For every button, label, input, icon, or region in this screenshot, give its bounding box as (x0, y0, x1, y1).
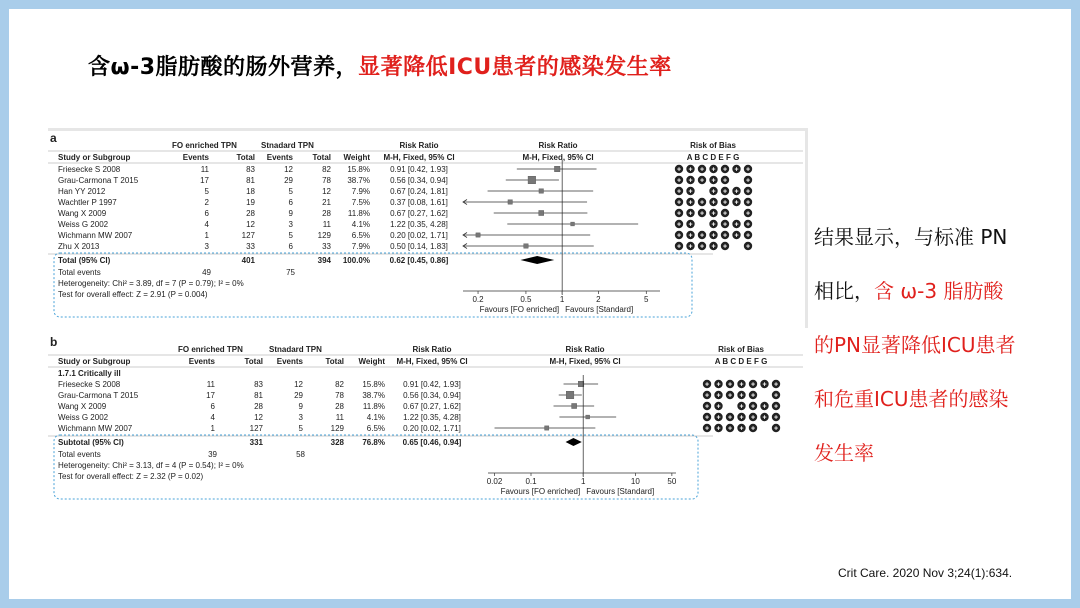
total1-sum: 331 (249, 438, 263, 447)
conclusion-text (814, 210, 1054, 480)
events1-value: 11 (200, 165, 209, 174)
events1-col-header: Events (182, 153, 209, 162)
bias-dot-plus: + (739, 414, 744, 422)
title-black-part: 含ω-3脂肪酸的肠外营养， (88, 55, 359, 80)
bias-dot-plus: + (739, 425, 744, 433)
x-tick-label: 0.1 (525, 477, 537, 486)
bias-dot-plus: + (716, 381, 721, 389)
bias-dot-plus: + (711, 177, 716, 185)
bias-dot-plus: + (676, 221, 682, 229)
events1-value: 6 (204, 209, 209, 218)
bias-dot-plus: + (727, 425, 733, 433)
risk-ratio-ci: 0.56 [0.34, 0.94] (390, 176, 448, 185)
events2-value: 9 (298, 402, 303, 411)
events1-value: 4 (210, 413, 215, 422)
group1-header: FO enriched TPN (172, 141, 237, 150)
bias-dot-plus: + (722, 177, 728, 185)
x-tick-label: 2 (596, 295, 601, 304)
study-name: Grau-Carmona T 2015 (58, 391, 139, 400)
total-events1: 39 (208, 450, 217, 459)
total-events1: 49 (202, 268, 211, 277)
conclusion-line-4: 和危重ICU患者的感染 (814, 387, 1009, 411)
plot-header: Risk Ratio (565, 345, 605, 354)
events1-value: 17 (206, 391, 215, 400)
study-name: Han YY 2012 (58, 187, 106, 196)
point-estimate-square (586, 415, 590, 419)
study-name: Weiss G 2002 (58, 220, 109, 229)
bias-dot-plus: + (688, 221, 693, 229)
bias-dot-plus: + (722, 199, 728, 207)
total2-value: 21 (322, 198, 331, 207)
bias-letters: A B C D E F G (714, 357, 768, 366)
bias-dot-plus: + (722, 210, 728, 218)
bias-dot-plus: + (762, 403, 767, 411)
x-tick-label: 0.2 (472, 295, 484, 304)
bias-dot-plus: + (711, 243, 716, 251)
bias-dot-plus: + (762, 414, 767, 422)
total1-col-header: Total (244, 357, 263, 366)
weight-value: 38.7% (362, 391, 385, 400)
total2-value: 11 (322, 220, 331, 229)
overall-effect-text: Test for overall effect: Z = 2.91 (P = 0.004) (58, 290, 208, 299)
bias-dot-plus: + (750, 392, 756, 400)
total-events2: 58 (296, 450, 305, 459)
point-estimate-square (566, 391, 574, 399)
bias-dot-plus: + (745, 177, 751, 185)
bias-dot-plus: + (722, 166, 728, 174)
bias-dot-plus: + (750, 381, 756, 389)
bias-dot-plus: + (722, 188, 728, 196)
total1-value: 83 (246, 165, 255, 174)
slide-title (88, 50, 672, 81)
total1-value: 18 (246, 187, 255, 196)
events1-value: 4 (204, 220, 209, 229)
events2-value: 12 (284, 165, 293, 174)
panel-label: b (50, 335, 58, 349)
total-weight: 100.0% (342, 256, 370, 265)
bias-dot-plus: + (773, 414, 779, 422)
total2-sum: 394 (317, 256, 331, 265)
events2-value: 12 (294, 380, 303, 389)
conclusion-line-5: 发生率 (814, 441, 874, 465)
study-col-header: Study or Subgroup (58, 153, 131, 162)
total2-value: 129 (317, 231, 331, 240)
weight-value: 4.1% (366, 413, 385, 422)
total1-value: 81 (246, 176, 255, 185)
events1-value: 11 (206, 380, 215, 389)
conclusion-line-3: 的PN显著降低ICU患者 (814, 333, 1016, 357)
point-estimate-square (508, 200, 512, 204)
bias-dot-plus: + (704, 414, 710, 422)
bias-dot-plus: + (688, 243, 693, 251)
total-events-label: Total events (58, 450, 101, 459)
bias-dot-plus: + (676, 243, 682, 251)
bias-dot-plus: + (699, 232, 705, 240)
forest-plot-svg (48, 128, 808, 514)
point-estimate-square (539, 210, 544, 215)
bias-dot-plus: + (699, 166, 705, 174)
bias-dot-plus: + (739, 403, 744, 411)
bias-dot-plus: + (711, 199, 716, 207)
bias-letters: A B C D E F G (686, 153, 740, 162)
bias-dot-plus: + (773, 425, 779, 433)
total1-value: 81 (254, 391, 263, 400)
favours-right-label: Favours [Standard] (586, 487, 655, 496)
study-name: Wichmann MW 2007 (58, 424, 133, 433)
weight-col-header: Weight (343, 153, 370, 162)
events2-col-header: Events (266, 153, 293, 162)
weight-value: 7.5% (351, 198, 370, 207)
events1-value: 1 (210, 424, 215, 433)
summary-diamond (566, 438, 582, 446)
bias-dot-plus: + (745, 188, 751, 196)
risk-ratio-ci: 0.20 [0.02, 1.71] (390, 231, 448, 240)
events1-value: 1 (204, 231, 209, 240)
weight-value: 7.9% (351, 187, 370, 196)
favours-left-label: Favours [FO enriched] (479, 305, 560, 314)
weight-value: 15.8% (347, 165, 370, 174)
conclusion-line-2-black: 相比， (814, 279, 874, 303)
events2-value: 5 (288, 187, 293, 196)
group2-header: Stnadard TPN (269, 345, 322, 354)
total1-value: 127 (241, 231, 255, 240)
risk-ratio-ci: 0.67 [0.27, 1.62] (403, 402, 461, 411)
x-tick-label: 10 (630, 477, 640, 486)
total1-value: 12 (254, 413, 263, 422)
events1-value: 17 (200, 176, 209, 185)
bias-dot-plus: + (676, 188, 682, 196)
total-events2: 75 (286, 268, 295, 277)
x-tick-label: 0.02 (486, 477, 503, 486)
bias-dot-plus: + (704, 392, 710, 400)
panel-label: a (50, 131, 57, 145)
point-estimate-square (554, 166, 560, 172)
bias-dot-plus: + (745, 221, 751, 229)
total1-value: 19 (246, 198, 255, 207)
rr-sub-header: M-H, Fixed, 95% CI (396, 357, 468, 366)
weight-value: 11.8% (362, 402, 385, 411)
bias-dot-plus: + (722, 221, 728, 229)
title-red-part: 显著降低ICU患者的感染发生率 (358, 55, 672, 80)
total1-sum: 401 (241, 256, 255, 265)
bias-dot-plus: + (699, 177, 705, 185)
point-estimate-square (476, 233, 480, 237)
point-estimate-square (572, 403, 577, 408)
bias-dot-plus: + (704, 381, 710, 389)
total1-value: 33 (246, 242, 255, 251)
bias-dot-plus: + (711, 188, 716, 196)
heterogeneity-text: Heterogeneity: Chi² = 3.89, df = 7 (P = 0.79); I² = 0% (58, 279, 244, 288)
total2-value: 78 (322, 176, 331, 185)
total1-value: 127 (249, 424, 263, 433)
overall-effect-text: Test for overall effect: Z = 2.32 (P = 0.02) (58, 472, 204, 481)
events1-value: 3 (204, 242, 209, 251)
events2-value: 6 (288, 242, 293, 251)
total2-col-header: Total (312, 153, 331, 162)
study-name: Wang X 2009 (58, 209, 107, 218)
risk-ratio-ci: 1.22 [0.35, 4.28] (403, 413, 461, 422)
events2-col-header: Events (276, 357, 303, 366)
total2-value: 28 (335, 402, 344, 411)
bias-dot-plus: + (739, 381, 744, 389)
events2-value: 5 (298, 424, 303, 433)
favours-left-label: Favours [FO enriched] (500, 487, 581, 496)
point-estimate-square (524, 244, 529, 249)
group2-header: Stnadard TPN (261, 141, 314, 150)
bias-dot-plus: + (734, 166, 739, 174)
weight-value: 4.1% (351, 220, 370, 229)
summary-diamond (520, 256, 554, 264)
total-ci: 0.62 [0.45, 0.86] (389, 256, 449, 265)
conclusion-line-1: 结果显示，与标准 PN (814, 225, 1008, 249)
x-tick-label: 0.5 (520, 295, 532, 304)
study-col-header: Study or Subgroup (58, 357, 131, 366)
bias-dot-plus: + (773, 392, 779, 400)
total2-value: 33 (322, 242, 331, 251)
total2-value: 78 (335, 391, 344, 400)
bias-dot-plus: + (711, 221, 716, 229)
bias-dot-plus: + (734, 221, 739, 229)
study-name: Grau-Carmona T 2015 (58, 176, 139, 185)
bias-dot-plus: + (676, 210, 682, 218)
risk-ratio-ci: 0.56 [0.34, 0.94] (403, 391, 461, 400)
bias-dot-plus: + (722, 232, 728, 240)
x-tick-label: 1 (580, 477, 586, 486)
plot-sub-header: M-H, Fixed, 95% CI (549, 357, 621, 366)
total-label: Subtotal (95% CI) (58, 438, 124, 447)
events1-col-header: Events (188, 357, 215, 366)
total1-value: 28 (246, 209, 255, 218)
bias-dot-plus: + (745, 210, 751, 218)
favours-right-label: Favours [Standard] (565, 305, 634, 314)
figure-top-border (48, 128, 808, 131)
bias-dot-plus: + (704, 425, 710, 433)
total2-sum: 328 (330, 438, 344, 447)
total-label: Total (95% CI) (58, 256, 111, 265)
weight-value: 7.9% (351, 242, 370, 251)
subgroup-label: 1.7.1 Critically ill (58, 369, 121, 378)
total2-value: 11 (335, 413, 344, 422)
bias-dot-plus: + (773, 403, 779, 411)
total1-value: 28 (254, 402, 263, 411)
heterogeneity-text: Heterogeneity: Chi² = 3.13, df = 4 (P = 0.54); I² = 0% (58, 461, 244, 470)
rr-sub-header: M-H, Fixed, 95% CI (383, 153, 455, 162)
x-tick-label: 50 (667, 477, 677, 486)
bias-header: Risk of Bias (690, 141, 736, 150)
bias-dot-plus: + (688, 188, 693, 196)
bias-dot-plus: + (762, 381, 767, 389)
events1-value: 2 (204, 198, 209, 207)
weight-value: 15.8% (362, 380, 385, 389)
total2-value: 28 (322, 209, 331, 218)
study-name: Weiss G 2002 (58, 413, 109, 422)
bias-dot-plus: + (745, 166, 751, 174)
group1-header: FO enriched TPN (178, 345, 243, 354)
events2-value: 5 (288, 231, 293, 240)
bias-dot-plus: + (711, 166, 716, 174)
events1-value: 6 (210, 402, 215, 411)
figure-right-border (805, 128, 808, 328)
conclusion-line-2-red: 含 ω-3 脂肪酸 (874, 279, 1004, 303)
total1-value: 83 (254, 380, 263, 389)
study-name: Wang X 2009 (58, 402, 107, 411)
plot-sub-header: M-H, Fixed, 95% CI (522, 153, 594, 162)
weight-value: 38.7% (347, 176, 370, 185)
point-estimate-square (539, 189, 544, 194)
bias-header: Risk of Bias (718, 345, 764, 354)
weight-value: 6.5% (351, 231, 370, 240)
rr-header: Risk Ratio (412, 345, 452, 354)
weight-value: 6.5% (366, 424, 385, 433)
bias-dot-plus: + (734, 232, 739, 240)
events2-value: 9 (288, 209, 293, 218)
point-estimate-square (571, 222, 575, 226)
conclusion-line-2 (814, 264, 1054, 318)
bias-dot-plus: + (711, 232, 716, 240)
study-name: Friesecke S 2008 (58, 380, 121, 389)
forest-plot-figure (48, 128, 808, 514)
bias-dot-plus: + (734, 199, 739, 207)
risk-ratio-ci: 0.91 [0.42, 1.93] (403, 380, 461, 389)
point-estimate-square (528, 176, 536, 184)
bias-dot-plus: + (688, 210, 693, 218)
bias-dot-plus: + (727, 414, 733, 422)
bias-dot-plus: + (688, 199, 693, 207)
total2-col-header: Total (325, 357, 344, 366)
bias-dot-plus: + (688, 177, 693, 185)
point-estimate-square (545, 426, 549, 430)
bias-dot-plus: + (699, 210, 705, 218)
risk-ratio-ci: 0.50 [0.14, 1.83] (390, 242, 448, 251)
bias-dot-plus: + (727, 392, 733, 400)
bias-dot-plus: + (716, 414, 721, 422)
bias-dot-plus: + (676, 199, 682, 207)
events1-value: 5 (204, 187, 209, 196)
study-name: Friesecke S 2008 (58, 165, 121, 174)
risk-ratio-ci: 0.37 [0.08, 1.61] (390, 198, 448, 207)
bias-dot-plus: + (750, 414, 756, 422)
rr-header: Risk Ratio (399, 141, 439, 150)
total-weight: 76.8% (362, 438, 385, 447)
bias-dot-plus: + (739, 392, 744, 400)
bias-dot-plus: + (699, 243, 705, 251)
total1-col-header: Total (236, 153, 255, 162)
x-tick-label: 1 (559, 295, 565, 304)
risk-ratio-ci: 0.91 [0.42, 1.93] (390, 165, 448, 174)
bias-dot-plus: + (727, 381, 733, 389)
bias-dot-plus: + (745, 243, 751, 251)
bias-dot-plus: + (688, 232, 693, 240)
bias-dot-plus: + (750, 425, 756, 433)
bias-dot-plus: + (699, 199, 705, 207)
total-events-label: Total events (58, 268, 101, 277)
bias-dot-plus: + (745, 199, 751, 207)
total-ci: 0.65 [0.46, 0.94] (402, 438, 462, 447)
risk-ratio-ci: 1.22 [0.35, 4.28] (390, 220, 448, 229)
citation: Crit Care. 2020 Nov 3;24(1):634. (838, 566, 1013, 580)
bias-dot-plus: + (716, 392, 721, 400)
bias-dot-plus: + (688, 166, 693, 174)
bias-dot-plus: + (711, 210, 716, 218)
bias-dot-plus: + (734, 188, 739, 196)
plot-header: Risk Ratio (538, 141, 578, 150)
events2-value: 29 (294, 391, 303, 400)
study-name: Wichmann MW 2007 (58, 231, 133, 240)
study-name: Wachtler P 1997 (58, 198, 117, 207)
total2-value: 12 (322, 187, 331, 196)
weight-value: 11.8% (347, 209, 370, 218)
total2-value: 82 (322, 165, 331, 174)
total2-value: 82 (335, 380, 344, 389)
bias-dot-plus: + (716, 403, 721, 411)
events2-value: 6 (288, 198, 293, 207)
bias-dot-plus: + (704, 403, 710, 411)
study-name: Zhu X 2013 (58, 242, 100, 251)
x-tick-label: 5 (644, 295, 649, 304)
bias-dot-plus: + (750, 403, 756, 411)
bias-dot-plus: + (676, 166, 682, 174)
bias-dot-plus: + (676, 177, 682, 185)
bias-dot-plus: + (773, 381, 779, 389)
risk-ratio-ci: 0.67 [0.27, 1.62] (390, 209, 448, 218)
bias-dot-plus: + (676, 232, 682, 240)
bias-dot-plus: + (722, 243, 728, 251)
events2-value: 29 (284, 176, 293, 185)
risk-ratio-ci: 0.67 [0.24, 1.81] (390, 187, 448, 196)
total1-value: 12 (246, 220, 255, 229)
bias-dot-plus: + (745, 232, 751, 240)
bias-dot-plus: + (716, 425, 721, 433)
events2-value: 3 (298, 413, 303, 422)
total2-value: 129 (330, 424, 344, 433)
events2-value: 3 (288, 220, 293, 229)
weight-col-header: Weight (358, 357, 385, 366)
risk-ratio-ci: 0.20 [0.02, 1.71] (403, 424, 461, 433)
